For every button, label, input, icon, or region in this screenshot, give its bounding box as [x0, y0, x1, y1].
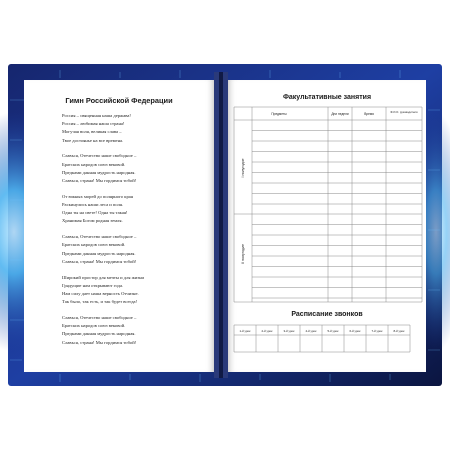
anthem-line: Братских народов союз вековой. [62, 323, 126, 329]
electives-title: Факультативные занятия [282, 94, 372, 101]
anthem-line: От южных морей до полярного края [62, 193, 133, 199]
first-half-label: I полугодие [241, 158, 245, 178]
anthem-line: Могучая воля, великая слава – [62, 129, 122, 135]
anthem-line: Россия – любимая наша страна! [62, 121, 125, 127]
anthem-line: Славься, страна! Мы гордимся тобой! [62, 178, 137, 184]
anthem-stanza [62, 152, 210, 185]
anthem-stanza [62, 193, 210, 226]
anthem-line: Раскинулись наши леса и поля. [62, 202, 124, 208]
anthem-line: Хранимая Богом родная земля. [62, 218, 123, 224]
lesson-label: 4-й урок [305, 329, 317, 333]
lesson-label: 5-й урок [327, 329, 339, 333]
anthem-line: Твое достоянье на все времена. [62, 137, 124, 143]
anthem-line: Широкий простор для мечты и для жизни [62, 274, 145, 280]
lesson-label: 2-й урок [261, 329, 273, 333]
header-teacher: Ф.И.О. руководителя [390, 110, 418, 114]
anthem-line: Грядущие нам открывают года. [62, 282, 124, 288]
anthem-line: Славься, Отечество наше свободное – [62, 153, 137, 159]
anthem-stanza [62, 112, 210, 145]
bell-grid-lines [234, 325, 410, 352]
spine-gutter [219, 72, 223, 378]
anthem-line: Славься, страна! Мы гордимся тобой! [62, 339, 137, 345]
anthem-line: Россия – священная наша держава! [62, 113, 131, 118]
table-grid-lines [234, 107, 422, 302]
lesson-label: 8-й урок [393, 329, 405, 333]
anthem-line: Предками данная мудрость народная. [62, 331, 136, 337]
right-page-electives [228, 80, 426, 372]
second-half-label: II полугодие [241, 243, 245, 265]
anthem-stanza [62, 274, 210, 307]
lesson-label: 6-й урок [349, 329, 361, 333]
anthem-stanza [62, 233, 210, 266]
anthem-line: Славься, Отечество наше свободное – [62, 234, 137, 240]
lesson-label: 3-й урок [283, 329, 295, 333]
electives-table [228, 80, 426, 372]
header-subjects: Предметы [271, 112, 287, 116]
anthem-line: Славься, Отечество наше свободное – [62, 315, 137, 321]
anthem-verses [62, 112, 210, 354]
anthem-line: Славься, страна! Мы гордимся тобой! [62, 258, 137, 264]
header-time: Время [364, 112, 374, 116]
schedule-title: Расписание звонков [291, 311, 363, 318]
anthem-line: Нам силу дает наша верность Отчизне. [62, 291, 139, 297]
header-weekdays: Дни недели [331, 112, 349, 116]
anthem-stanza [62, 314, 210, 347]
lesson-label: 1-й урок [239, 329, 251, 333]
anthem-line: Братских народов союз вековой. [62, 242, 126, 248]
anthem-line: Предками данная мудрость народная. [62, 169, 136, 175]
anthem-line: Так было, так есть, и так будет всегда! [62, 299, 138, 305]
left-page-anthem [24, 80, 214, 372]
anthem-title: Гимн Российской Федерации [65, 96, 173, 105]
anthem-line: Братских народов союз вековой. [62, 161, 126, 167]
lesson-label: 7-й урок [371, 329, 383, 333]
anthem-line: Предками данная мудрость народная. [62, 250, 136, 256]
anthem-line: Одна ты на свете! Одна ты такая! [62, 210, 128, 216]
